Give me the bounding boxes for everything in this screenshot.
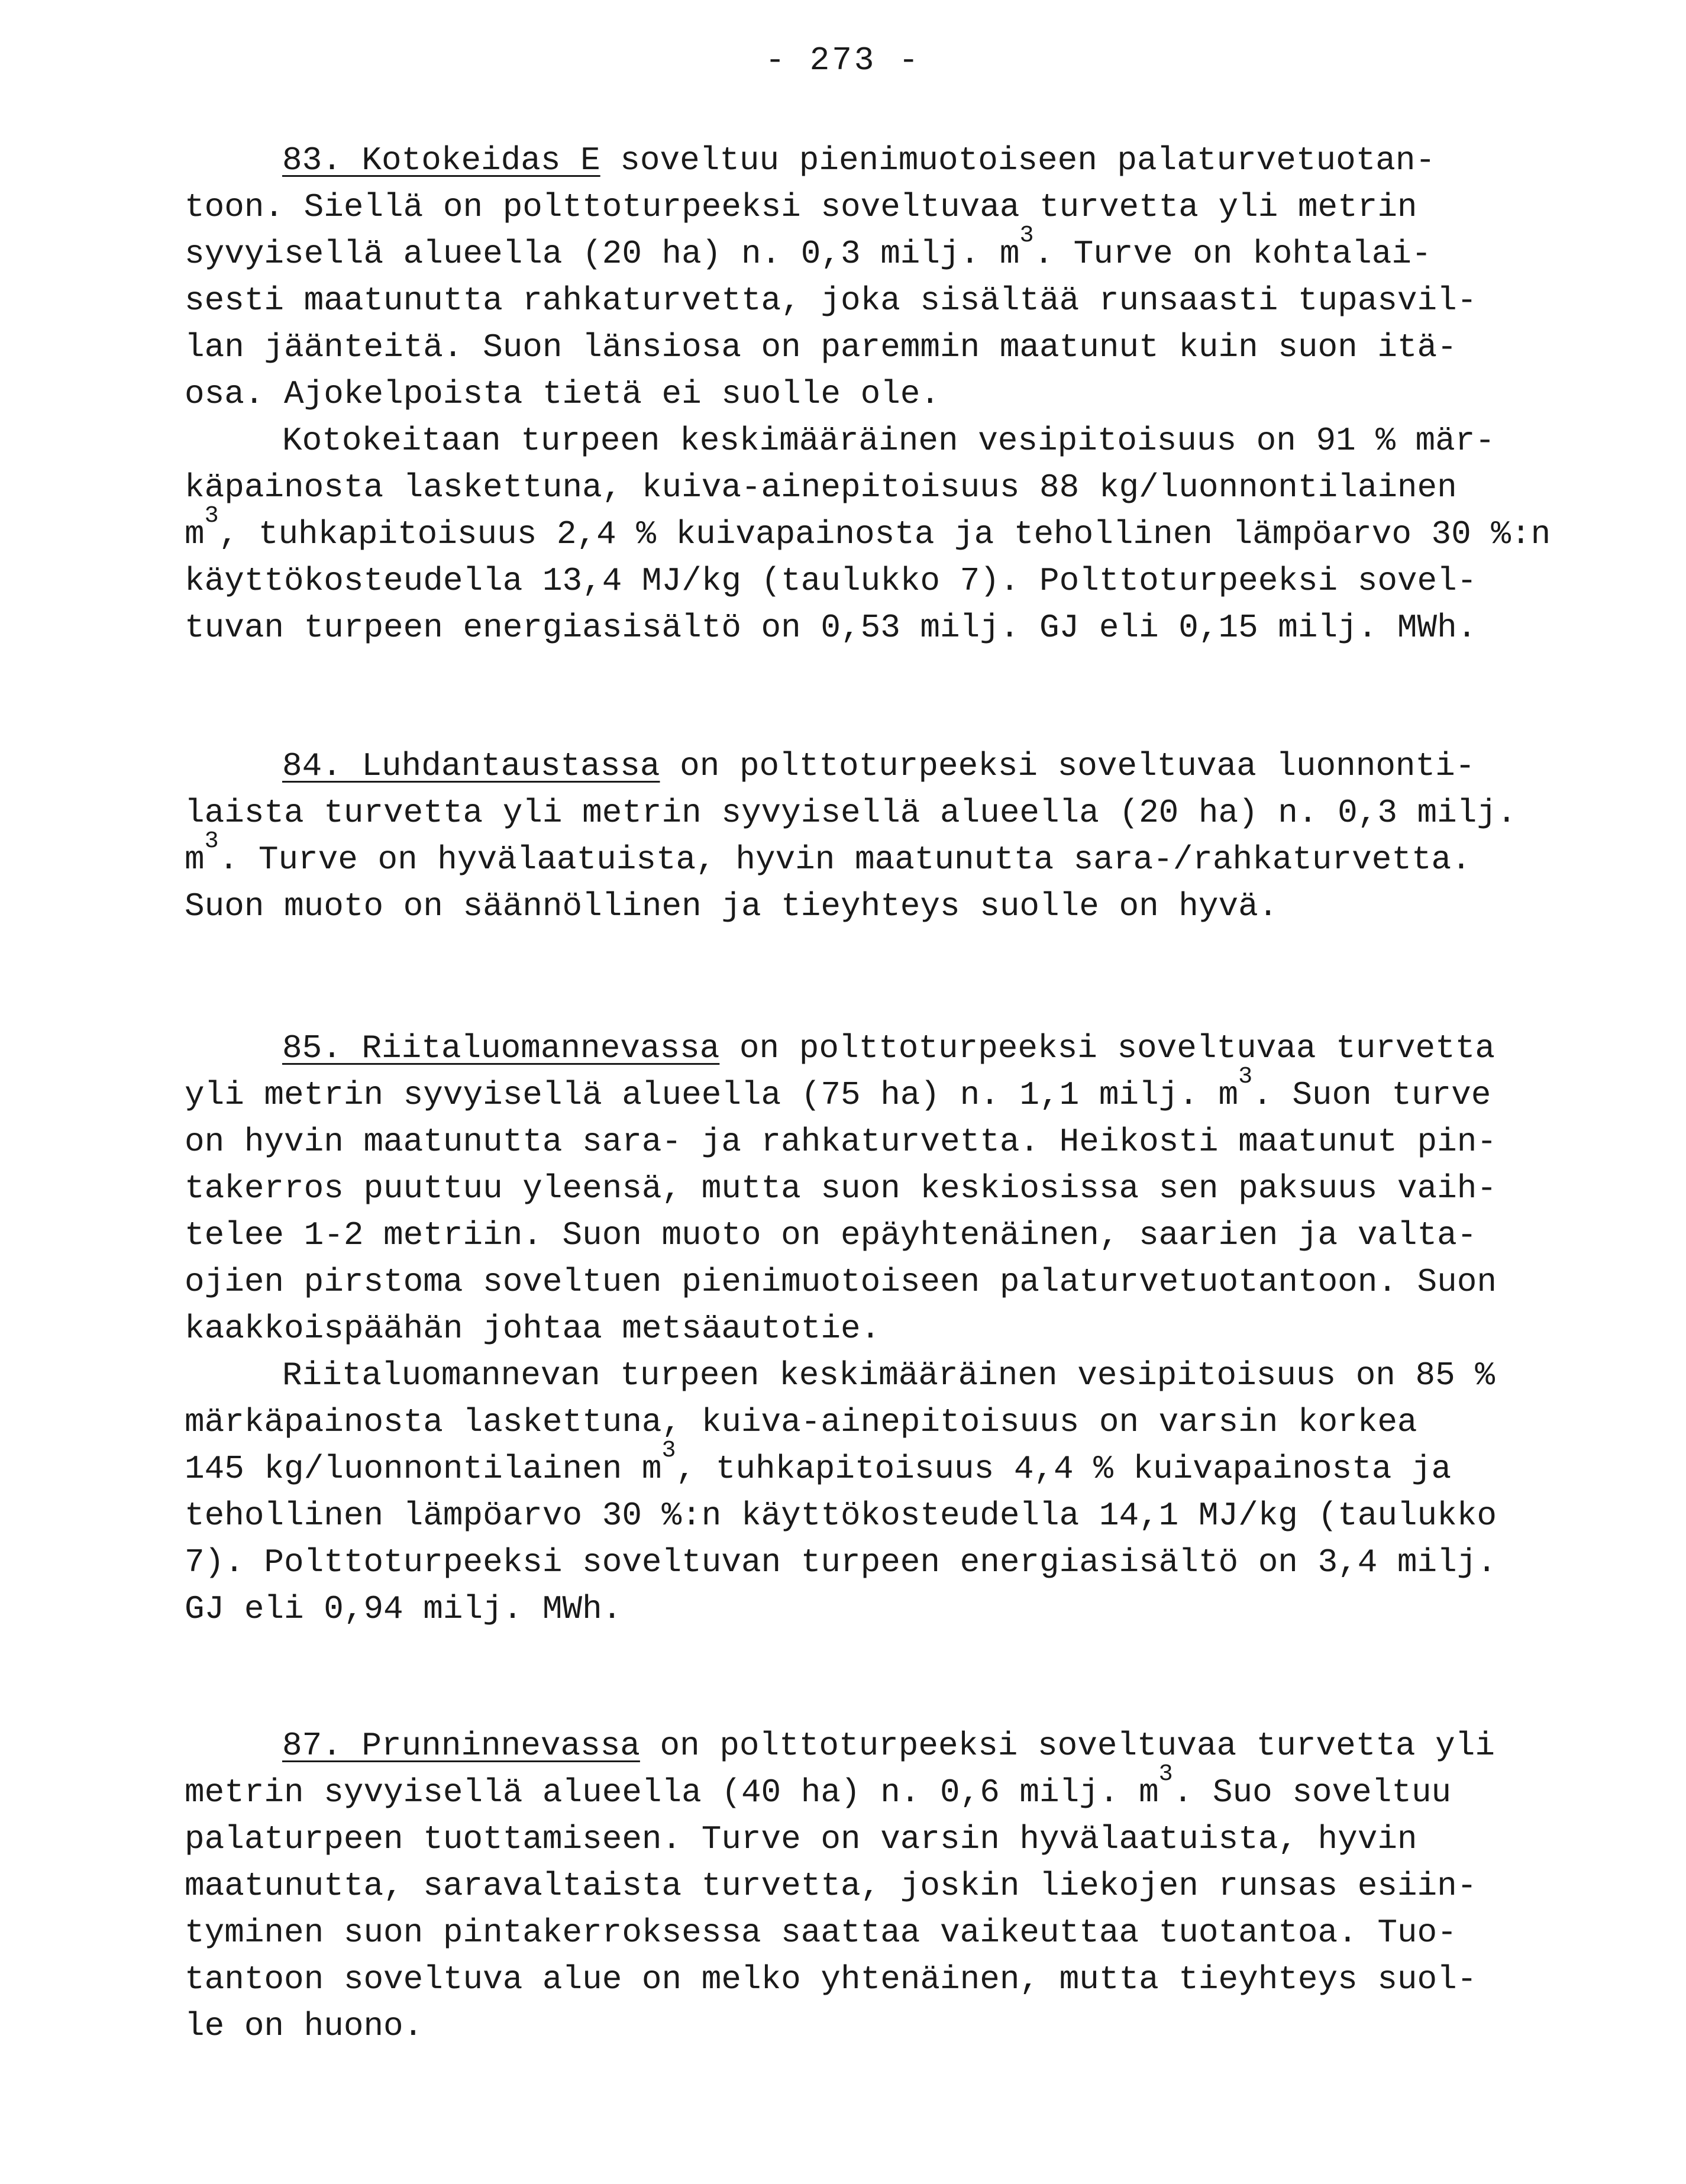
text-line: märkäpainosta laskettuna, kuiva-ainepitoisuus on varsin korkea (185, 1403, 1417, 1441)
section-84 (185, 743, 1557, 930)
text-line: palaturpeen tuottamiseen. Turve on varsin hyvälaatuista, hyvin (185, 1820, 1417, 1858)
text-line: 7). Polttoturpeeksi soveltuvan turpeen energiasisältö on 3,4 milj. (185, 1543, 1497, 1581)
text-line: yli metrin syvyisellä alueella (75 ha) n. 1,1 milj. $m^3$. Suon turve (185, 1064, 1491, 1114)
text-line: ojien pirstoma soveltuen pienimuotoiseen palaturvetuotantoon. Suon (185, 1263, 1497, 1301)
text-line: toon. Siellä on polttoturpeeksi soveltuvaa turvetta yli metrin (185, 188, 1417, 226)
superscript: 3 (661, 1437, 676, 1464)
section-83 (185, 137, 1557, 651)
section-title: 83. Kotokeidas E (282, 141, 600, 179)
text-line: Riitaluomannevan turpeen keskimääräinen vesipitoisuus on 85 % (282, 1356, 1495, 1394)
text-line: käpainosta laskettuna, kuiva-ainepitoisuus 88 kg/luonnontilainen (185, 469, 1457, 506)
text-line: tuvan turpeen energiasisältö on 0,53 milj. GJ eli 0,15 milj. MWh. (185, 609, 1477, 647)
text-line: 84. Luhdantaustassa on polttoturpeeksi soveltuvaa luonnonti- (282, 747, 1475, 785)
text-line: telee 1-2 metriin. Suon muoto on epäyhtenäinen, saarien ja valta- (185, 1216, 1477, 1254)
section-title: 85. Riitaluomannevassa (282, 1029, 720, 1067)
text-line: syvyisellä alueella (20 ha) n. 0,3 milj. $m^3$. Turve on kohtalai- (185, 222, 1432, 273)
text-line: GJ eli 0,94 milj. MWh. (185, 1590, 622, 1628)
text-line: metrin syvyisellä alueella (40 ha) n. 0,6 milj. $m^3$. Suo soveltuu (185, 1761, 1452, 1811)
text-line: tyminen suon pintakerroksessa saattaa vaikeuttaa tuotantoa. Tuo- (185, 1914, 1457, 1952)
text-line: takerros puuttuu yleensä, mutta suon keskiosissa sen paksuus vaih- (185, 1169, 1497, 1207)
page-number: - 273 - (765, 41, 921, 79)
section-title: 84. Luhdantaustassa (282, 747, 660, 785)
text-line: lan jäänteitä. Suon länsiosa on paremmin maatunut kuin suon itä- (185, 328, 1457, 366)
text-line: 85. Riitaluomannevassa on polttoturpeeksi soveltuvaa turvetta (282, 1029, 1495, 1067)
text-line: 87. Prunninnevassa on polttoturpeeksi soveltuvaa turvetta yli (282, 1727, 1495, 1765)
superscript: 3 (1238, 1064, 1253, 1090)
text-line: $m^3$, tuhkapitoisuus 2,4 % kuivapainosta ja tehollinen lämpöarvo 30 %:n (185, 503, 1551, 553)
text-line: osa. Ajokelpoista tietä ei suolle ole. (185, 375, 941, 413)
superscript: 3 (1019, 222, 1034, 249)
text-line: Kotokeitaan turpeen keskimääräinen vesipitoisuus on 91 % mär- (282, 422, 1495, 460)
superscript: 3 (1158, 1761, 1173, 1788)
text-line: laista turvetta yli metrin syvyisellä alueella (20 ha) n. 0,3 milj. (185, 794, 1517, 832)
superscript: 3 (204, 828, 219, 855)
text-line: le on huono. (185, 2007, 424, 2045)
text-line: käyttökosteudella 13,4 MJ/kg (taulukko 7). Polttoturpeeksi sovel- (185, 562, 1477, 600)
text-line: 145 kg/luonnontilainen $m^3$, tuhkapitoisuus 4,4 % kuivapainosta ja (185, 1437, 1452, 1488)
text-line: tantoon soveltuva alue on melko yhtenäinen, mutta tieyhteys suol- (185, 1960, 1477, 1998)
superscript: 3 (204, 503, 219, 529)
text-line: maatunutta, saravaltaista turvetta, joskin liekojen runsas esiin- (185, 1867, 1477, 1905)
text-line: sesti maatunutta rahkaturvetta, joka sisältää runsaasti tupasvil- (185, 282, 1477, 319)
text-line: kaakkoispäähän johtaa metsäautotie. (185, 1310, 881, 1348)
text-line: Suon muoto on säännöllinen ja tieyhteys suolle on hyvä. (185, 887, 1278, 925)
section-title: 87. Prunninnevassa (282, 1727, 640, 1765)
section-85 (185, 1025, 1557, 1633)
text-line: tehollinen lämpöarvo 30 %:n käyttökosteudella 14,1 MJ/kg (taulukko (185, 1497, 1497, 1534)
text-line: on hyvin maatunutta sara- ja rahkaturvetta. Heikosti maatunut pin- (185, 1123, 1497, 1161)
text-line: 83. Kotokeidas E soveltuu pienimuotoiseen palaturvetuotan- (282, 141, 1436, 179)
section-87 (185, 1723, 1557, 2050)
text-line: $m^3$. Turve on hyvälaatuista, hyvin maatunutta sara-/rahkaturvetta. (185, 828, 1471, 878)
